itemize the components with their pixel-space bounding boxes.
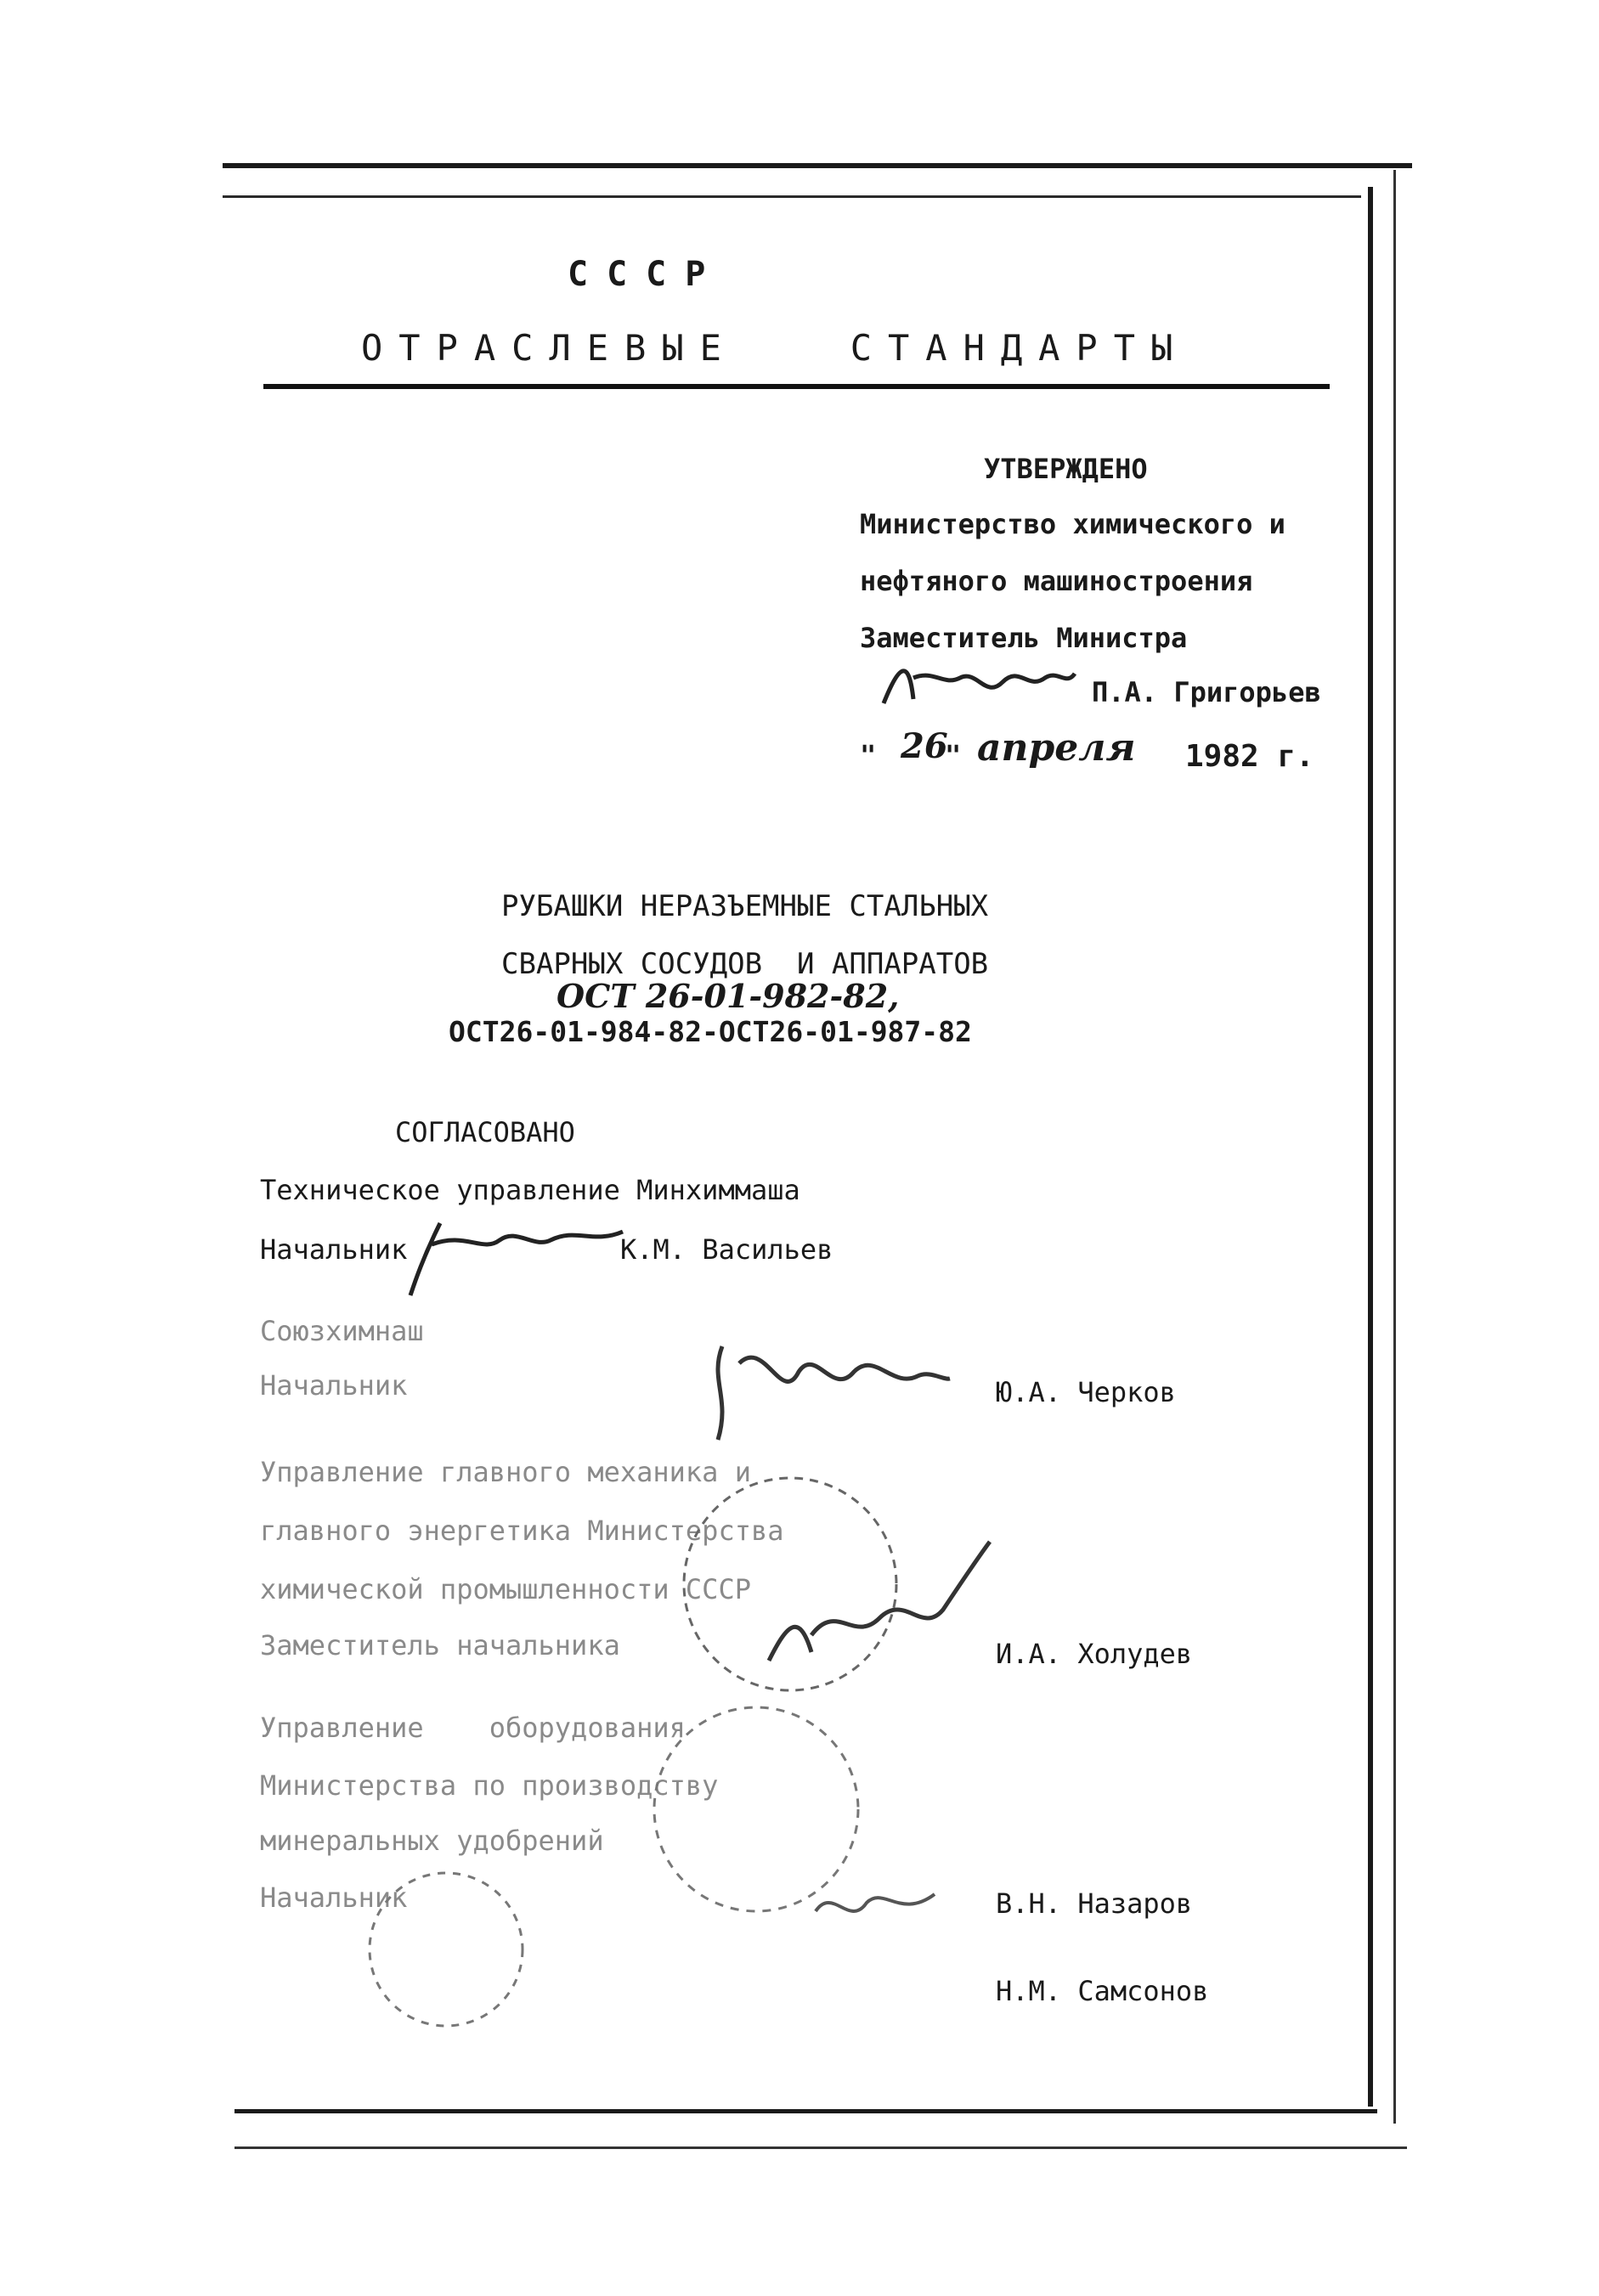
frame-top-inner-line <box>223 195 1361 198</box>
title-handwritten-number: ОСТ 26-01-982-82, <box>557 977 900 1015</box>
agreement-role4: Начальник <box>260 1881 408 1914</box>
frame-top-line <box>223 163 1412 168</box>
approval-signer: П.А. Григорьев <box>1092 676 1321 708</box>
agreement-signer4: В.Н. Назаров <box>996 1887 1193 1920</box>
frame-bottom-line <box>234 2109 1377 2113</box>
frame-bottom-outer-line <box>234 2147 1407 2149</box>
industry-standards-heading: ОТРАСЛЕВЫЕ СТАНДАРТЫ <box>361 327 1189 369</box>
agreement-signer3: И.А. Холудев <box>996 1638 1193 1670</box>
title-line1: РУБАШКИ НЕРАЗЪЕМНЫЕ СТАЛЬНЫХ <box>501 889 989 923</box>
agreement-role1: Начальник <box>260 1233 408 1266</box>
agreement-signature3 <box>760 1533 998 1669</box>
title-standard-range: ОСТ26-01-984-82-ОСТ26-01-987-82 <box>449 1015 972 1048</box>
agreement-heading: СОГЛАСОВАНО <box>395 1116 575 1148</box>
agreement-signer1: К.М. Васильев <box>620 1233 833 1266</box>
ussr-heading: СССР <box>568 255 725 294</box>
title-line2: СВАРНЫХ СОСУДОВ И АППАРАТОВ <box>501 947 989 981</box>
agreement-role2: Начальник <box>260 1369 408 1402</box>
frame-right-outer-line <box>1393 170 1396 2124</box>
agreement-signer5: Н.М. Самсонов <box>996 1975 1209 2007</box>
agreement-role3: Заместитель начальника <box>260 1629 620 1661</box>
third-stamp-seal <box>336 1864 607 2034</box>
agreement-org1: Техническое управление Минхиммаша <box>260 1174 800 1206</box>
agreement-org4-line1: Управление оборудования <box>260 1712 686 1744</box>
agreement-org3-line2: главного энергетика Министерства <box>260 1515 784 1547</box>
approval-date-quote-close: " <box>945 739 962 771</box>
approval-date-month: апреля <box>977 726 1136 770</box>
frame-right-line <box>1368 187 1373 2107</box>
agreement-signature2 <box>705 1329 952 1444</box>
approval-heading: УТВЕРЖДЕНО <box>984 453 1148 485</box>
agreement-signature4 <box>807 1860 943 1945</box>
agreement-org4-line2: Министерства по производству <box>260 1769 719 1802</box>
agreement-signer2: Ю.А. Черков <box>996 1376 1176 1408</box>
agreement-org3-line1: Управление главного механика и <box>260 1456 751 1488</box>
approval-ministry-line1: Министерство химического и <box>860 508 1285 540</box>
agreement-org3-line3: химической промышленности СССР <box>260 1573 751 1605</box>
header-rule <box>263 384 1330 389</box>
agreement-org2: Союзхимнаш <box>260 1315 424 1347</box>
approval-date-quote-open: " <box>860 739 877 771</box>
approval-date-day: 26 <box>901 726 948 766</box>
agreement-org4-line3: минеральных удобрений <box>260 1825 604 1857</box>
approval-ministry-line2: нефтяного машиностроения <box>860 565 1253 597</box>
approval-signature <box>875 652 1079 720</box>
approval-position: Заместитель Министра <box>860 622 1188 654</box>
approval-date-year: 1982 г. <box>1185 739 1314 774</box>
agreement-signature1 <box>406 1206 627 1300</box>
